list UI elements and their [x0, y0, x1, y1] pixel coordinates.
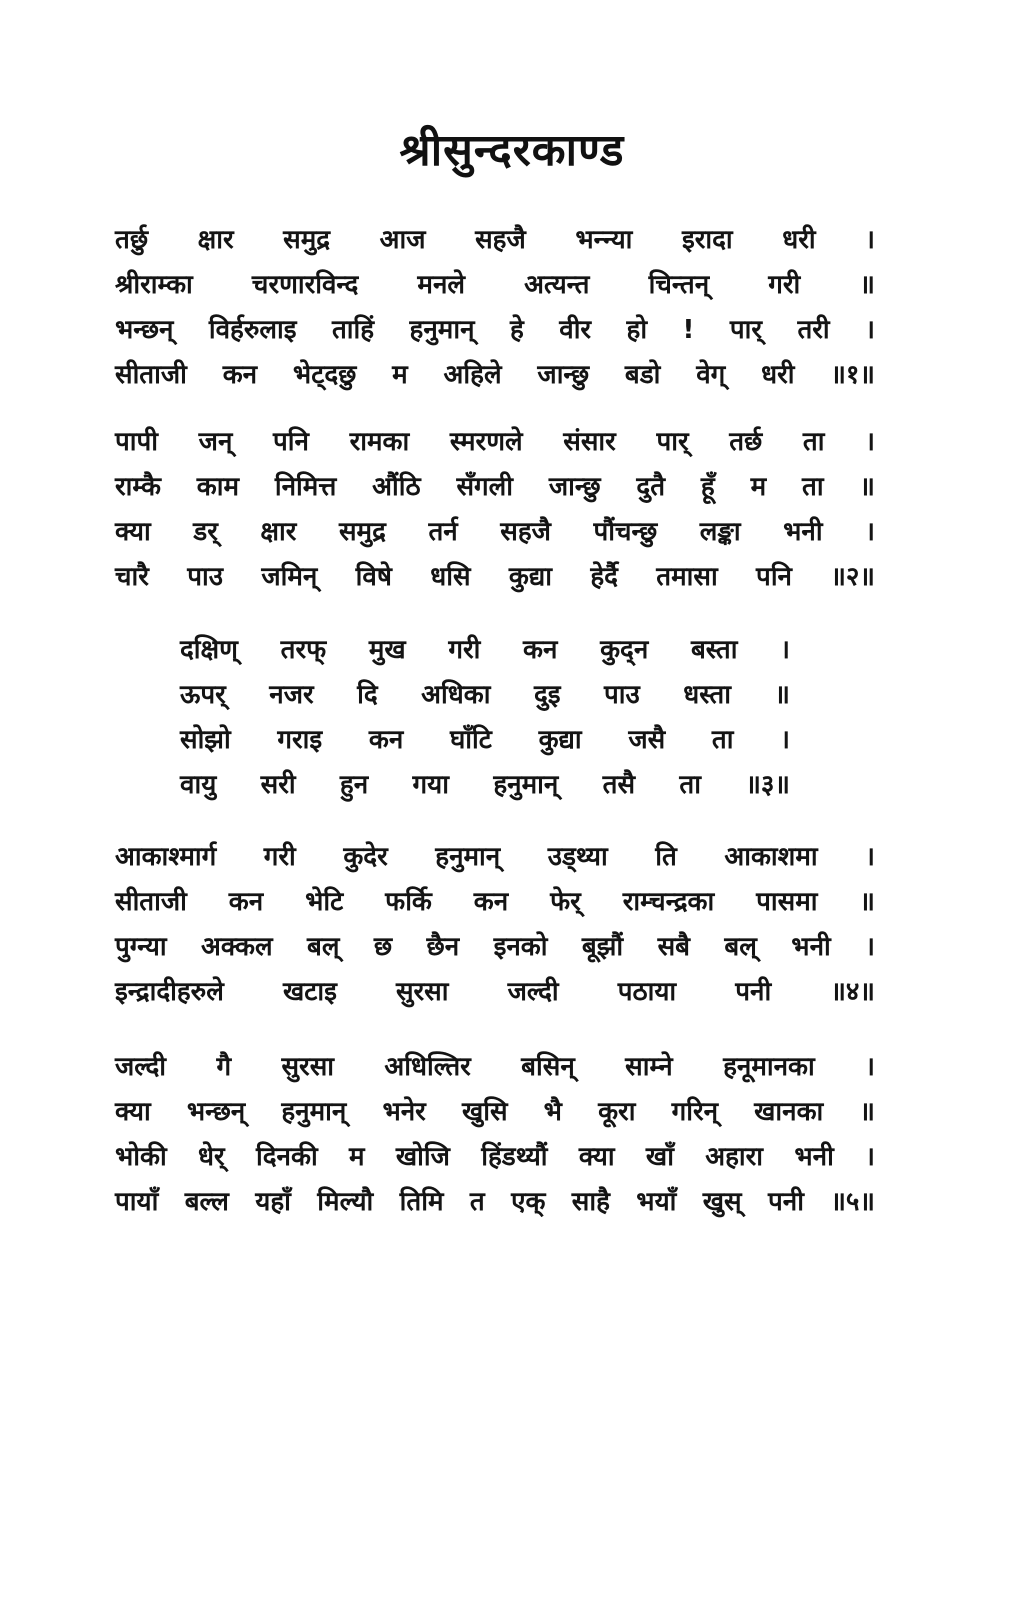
- verse-line: सीताजी कन भेटि फर्कि कन फेर् राम्चन्द्रका पासमा ॥: [115, 887, 875, 917]
- stanza-4: [115, 835, 875, 1015]
- verse-line: तर्छु क्षार समुद्र आज सहजै भन्न्या इरादा धरी ।: [115, 225, 875, 255]
- verse-line: वायु सरी हुन गया हनुमान् तसै ता ॥३॥: [180, 770, 790, 800]
- verse-line: भोकी धेर् दिनकी म खोजि हिंडथ्यौं क्या खाँ अहारा भनी ।: [115, 1142, 875, 1172]
- verse-line: पायाँ बल्ल यहाँ मिल्यौ तिमि त एक् साहै भयाँ खुस् पनी ॥५॥: [115, 1187, 875, 1217]
- verse-line: क्या भन्छन् हनुमान् भनेर खुसि भै कूरा गरिन् खानका ॥: [115, 1097, 875, 1127]
- stanza-3: [180, 628, 790, 808]
- verse-line: सीताजी कन भेट्दछु म अहिले जान्छु बडो वेग् धरी ॥१॥: [115, 360, 875, 390]
- verse-line: श्रीराम्का चरणारविन्द मनले अत्यन्त चिन्तन् गरी ॥: [115, 270, 875, 300]
- stanza-1: [115, 218, 875, 398]
- verse-line: सोझो गराइ कन घाँटि कुद्या जसै ता ।: [180, 725, 790, 755]
- verse-line: भन्छन् विर्हरुलाइ ताहिं हनुमान् हे वीर हो ! पार् तरी ।: [115, 315, 875, 345]
- page-title: श्रीसुन्दरकाण्ड: [399, 125, 625, 176]
- verse-line: ऊपर् नजर दि अधिका दुइ पाउ धस्ता ॥: [180, 680, 790, 710]
- verse-line: राम्कै काम निमित्त औंठि सँगली जान्छु दुतै हूँ म ता ॥: [115, 472, 875, 502]
- verse-line: जल्दी गै सुरसा अधिल्तिर बसिन् साम्ने हनूमानका ।: [115, 1052, 875, 1082]
- verse-line: पुग्न्या अक्कल बल् छ छैन इनको बूझौं सबै बल् भनी ।: [115, 932, 875, 962]
- verse-line: आकाश्मार्ग गरी कुदेर हनुमान् उड्थ्या ति आकाशमा ।: [115, 842, 875, 872]
- verse-line: पापी जन् पनि रामका स्मरणले संसार पार् तर्छ ता ।: [115, 427, 875, 457]
- verse-line: इन्द्रादीहरुले खटाइ सुरसा जल्दी पठाया पनी ॥४॥: [115, 977, 875, 1007]
- verse-line: दक्षिण् तरफ् मुख गरी कन कुद्न बस्ता ।: [180, 635, 790, 665]
- verse-line: चारै पाउ जमिन् विषे धसि कुद्या हेर्दै तमासा पनि ॥२॥: [115, 562, 875, 592]
- verse-line: क्या डर् क्षार समुद्र तर्न सहजै पौंचन्छु लङ्का भनी ।: [115, 517, 875, 547]
- stanza-5: [115, 1045, 875, 1225]
- stanza-2: [115, 420, 875, 600]
